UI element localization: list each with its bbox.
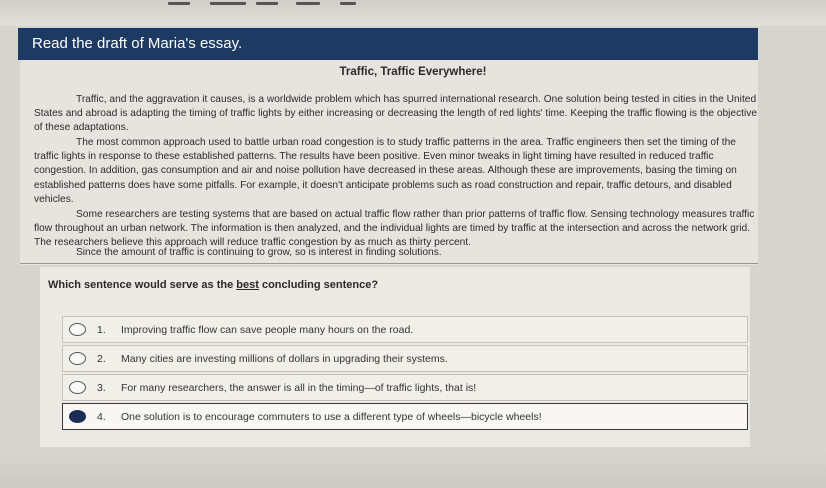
choice-number: 4. [97, 411, 106, 423]
paragraph-text: The most common approach used to battle urban road congestion is to study traffic patterns in the area. Traffic engineers then set the timing of the traffic lights in response to these established patterns. The results have been positive. Even minor tweaks in light timing have resulted in reduced traffic congestion. In addition, gas consumption and air and noise pollution have decreased in these areas. Although these are improvements, basing the timing on established patterns does have some pitfalls. For example, it doesn't anticipate problems such as road construction and repair, traffic detours, and disabled vehicles. [34, 137, 737, 205]
paragraph-text: Traffic, and the aggravation it causes, is a worldwide problem which has spurred international research. One solution being tested in cities in the United States and abroad is adapting the timing of traffic lights by either increasing or decreasing the length of red lights' time. Keeping the traffic flowing is the objective of these adaptations. [34, 94, 758, 134]
choice-text: Many cities are investing millions of dollars in upgrading their systems. [121, 353, 448, 365]
choice-text: One solution is to encourage commuters to use a different type of wheels—bicycle wheels! [121, 411, 542, 423]
question-prompt [48, 279, 378, 291]
radio-button-icon[interactable] [69, 381, 86, 394]
essay-paragraph-2 [34, 136, 758, 207]
answer-choice-3[interactable] [62, 374, 748, 401]
answer-choice-4[interactable] [62, 403, 748, 430]
question-suffix: concluding sentence? [258, 279, 379, 291]
choice-number: 1. [97, 324, 106, 336]
bottom-background [0, 448, 826, 488]
paragraph-text: Some researchers are testing systems that are based on actual traffic flow rather than prior patterns of traffic flow. Sensing technology measures traffic flow throughout an urban network. The information is then analyzed, and the individual lights are timed by traffic at the intersection and across the network grid. The researchers believe this approach will reduce traffic congestion by as much as thirty percent. [34, 209, 755, 249]
radio-button-icon[interactable] [69, 352, 86, 365]
toolbar-mark [340, 2, 356, 5]
paragraph-text: Since the amount of traffic is continuing to grow, so is interest in finding solutions. [76, 247, 442, 258]
toolbar-mark [256, 2, 278, 5]
radio-button-icon[interactable] [69, 323, 86, 336]
question-emphasis: best [236, 279, 259, 291]
essay-paragraph-1 [34, 93, 758, 136]
essay-title: Traffic, Traffic Everywhere! [339, 66, 487, 78]
instruction-header: Read the draft of Maria's essay. [18, 28, 758, 60]
choice-text: For many researchers, the answer is all in the timing—of traffic lights, that is! [121, 382, 477, 394]
question-prefix: Which sentence would serve as the [48, 279, 237, 291]
top-toolbar-strip [0, 0, 826, 26]
choice-number: 3. [97, 382, 106, 394]
toolbar-mark [210, 2, 246, 5]
section-divider [20, 263, 758, 264]
toolbar-mark [168, 2, 190, 5]
radio-button-selected-icon[interactable] [69, 410, 86, 423]
toolbar-mark [296, 2, 320, 5]
choice-number: 2. [97, 353, 106, 365]
answer-choice-1[interactable] [62, 316, 748, 343]
essay-paragraph-3 [34, 208, 758, 251]
choice-text: Improving traffic flow can save people many hours on the road. [121, 324, 414, 336]
essay-paragraph-4 [34, 246, 758, 260]
answer-choice-2[interactable] [62, 345, 748, 372]
